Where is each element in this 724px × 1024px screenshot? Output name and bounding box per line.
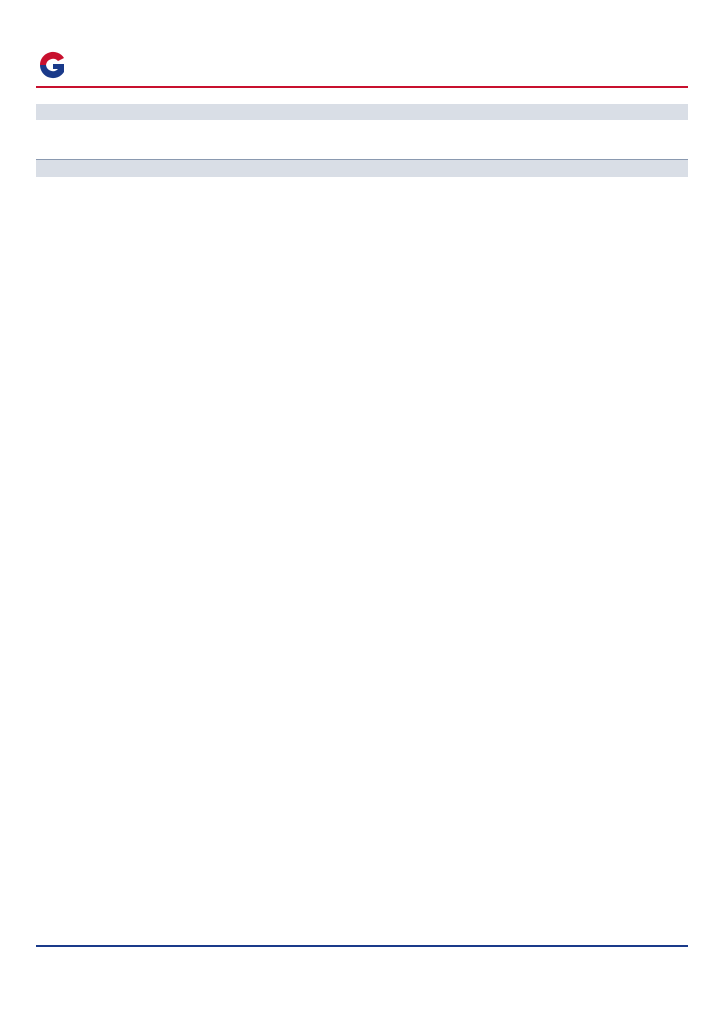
gf-logo [36, 48, 186, 84]
footer-divider [36, 945, 688, 947]
page-header [36, 44, 688, 86]
column-header-row [36, 160, 688, 177]
purpose-header [36, 104, 688, 120]
gf-logo-icon [36, 48, 70, 82]
purpose-row [36, 120, 688, 160]
content-table [36, 104, 688, 177]
header-divider [36, 86, 688, 88]
